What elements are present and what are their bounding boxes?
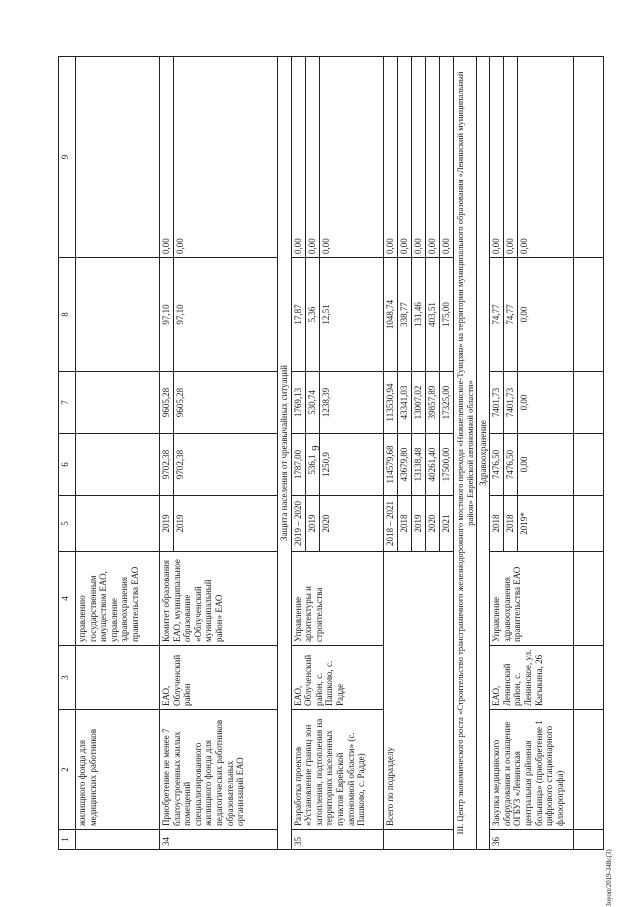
amount-value: 7401,73	[490, 372, 504, 433]
year-value: 2018	[490, 496, 504, 551]
year-value: 2019	[160, 496, 174, 551]
amount-cell	[76, 434, 160, 496]
header-row	[59, 57, 76, 850]
amount-value: 9605,28	[160, 372, 174, 433]
year-value: 2019	[412, 496, 426, 551]
amount-total-cell	[160, 434, 278, 496]
amount-federal-cell	[383, 372, 453, 434]
header-cell: 8	[59, 258, 76, 372]
table-row-35	[291, 57, 383, 850]
amount-cell	[574, 57, 604, 258]
program-table	[58, 56, 604, 850]
amount-other-cell	[291, 57, 383, 258]
year-cell	[76, 496, 160, 552]
amount-value: 1769,13	[292, 372, 306, 433]
table-row	[574, 57, 604, 850]
amount-value: 9605,28	[175, 387, 185, 418]
amount-total-cell	[490, 434, 574, 496]
location-cell: ЕАО, Облученский район	[160, 646, 278, 710]
amount-value: 113530,94	[384, 372, 398, 433]
amount-value: 1048,74	[384, 258, 398, 371]
amount-value: 40261,40	[426, 434, 440, 495]
num-cell	[76, 830, 160, 850]
year-value: 2021	[440, 514, 451, 533]
amount-value: 0,00	[519, 456, 530, 473]
year-value: 2018 – 2021	[384, 496, 398, 551]
section-row	[278, 57, 292, 850]
row-number: 36	[490, 830, 574, 850]
amount-value: 530,74	[306, 372, 320, 433]
header-cell: 6	[59, 434, 76, 496]
document-code-text: Зоуоп/2019-348с(3)	[605, 849, 613, 907]
subtotal-label: Всего по подразделу	[383, 552, 453, 830]
measure-cell: Разработка проектов «Установление границ зон затопления, подтопления на территориях населенных пунктов Еврейской автономной области» (с. Пашково, с. Радде)	[291, 710, 383, 830]
amount-value: 0,00	[412, 57, 426, 257]
amount-value: 175,00	[440, 302, 451, 327]
amount-federal-cell	[291, 372, 383, 434]
header-cell: 2	[59, 710, 76, 830]
location-cell	[574, 646, 604, 710]
amount-value: 114579,68	[384, 434, 398, 495]
year-value: 2019*	[519, 512, 530, 535]
amount-value: 7476,50	[490, 434, 504, 495]
year-cell	[490, 496, 574, 552]
amount-value: 1787,00	[292, 434, 306, 495]
amount-value: 43679,80	[398, 434, 412, 495]
amount-value: 1250,9	[320, 452, 331, 477]
year-cell	[574, 496, 604, 552]
year-value: 2018	[504, 496, 518, 551]
executor-cell: управлению государственным имуществом ЕАО, управление здравоохранения правительства ЕАО	[76, 552, 160, 646]
amount-value: 0,00	[426, 57, 440, 257]
header-cell: 9	[59, 57, 76, 258]
subtotal-row	[383, 57, 453, 850]
document-code	[594, 849, 624, 907]
amount-value: 74,77	[504, 258, 518, 371]
section-title-health: Здравоохранение	[476, 57, 490, 850]
amount-value: 5,36	[306, 258, 320, 371]
amount-value: 74,77	[490, 258, 504, 371]
location-cell: ЕАО, Ленинский район, с. Ленинское, ул. Кагыкина, 26	[490, 646, 574, 710]
amount-value: 13007,02	[412, 372, 426, 433]
amount-value: 13138,48	[412, 434, 426, 495]
year-value: 2019 – 2020	[292, 496, 306, 551]
num-cell	[383, 830, 453, 850]
measure-cell: Закупка медицинского оборудования и оснащение ОГБУЗ «Ленинская центральная районная больница» (приобретение 1 цифрового стационарного флюорографа)	[490, 710, 574, 830]
amount-value: 0,00	[440, 238, 451, 254]
year-cell	[160, 496, 278, 552]
amount-cell	[76, 372, 160, 434]
year-value: 2020	[426, 496, 440, 551]
header-cell: 3	[59, 646, 76, 710]
amount-value: 0,00	[160, 57, 174, 257]
amount-other-cell	[383, 57, 453, 258]
amount-federal-cell	[160, 372, 278, 434]
year-value: 2019	[175, 514, 185, 533]
amount-value: 0,00	[519, 394, 530, 411]
executor-cell: Управление здравоохранения правительства ЕАО	[490, 552, 574, 646]
amount-regional-cell	[383, 258, 453, 372]
amount-value: 12,51	[320, 304, 331, 325]
executor-cell: Управление архитектуры и строительства	[291, 552, 383, 646]
table-row-34	[160, 57, 278, 850]
amount-regional-cell	[291, 258, 383, 372]
amount-other-cell	[490, 57, 574, 258]
amount-value: 0,00	[519, 306, 530, 323]
num-cell	[574, 830, 604, 850]
year-cell	[291, 496, 383, 552]
year-cell	[383, 496, 453, 552]
amount-value: 97,10	[160, 258, 174, 371]
section-row	[476, 57, 490, 850]
amount-total-cell	[383, 434, 453, 496]
amount-value: 43341,03	[398, 372, 412, 433]
amount-value: 17,87	[292, 258, 306, 371]
header-cell: 1	[59, 830, 76, 850]
amount-value: 536,1	[306, 434, 320, 495]
amount-regional-cell	[490, 258, 574, 372]
amount-value: 0,00	[292, 57, 306, 257]
measure-cell	[574, 710, 604, 830]
amount-value: 0,00	[175, 238, 185, 254]
amount-value: 9702,38	[175, 449, 185, 480]
amount-value: 7401,73	[504, 372, 518, 433]
amount-regional-cell	[160, 258, 278, 372]
amount-value: 403,51	[426, 258, 440, 371]
amount-value: 338,77	[398, 258, 412, 371]
amount-value: 17500,00	[440, 447, 451, 482]
year-value: 2018	[398, 496, 412, 551]
amount-value: 0,00	[398, 57, 412, 257]
executor-cell: Комитет образования ЕАО, муниципальное образование «Облученский муниципальный район» ЕАО	[160, 552, 278, 646]
amount-cell	[574, 434, 604, 496]
section-title-iii: III. Центр экономического роста «Строительство трансграничного железнодорожного мостового перехода «Нижнеленинское-Тунцзян» на территории муниципального образования «Ленинский муниципальный район» Еврейской автономной области»	[453, 57, 476, 850]
amount-value: 9702,38	[160, 434, 174, 495]
amount-cell	[574, 372, 604, 434]
amount-cell	[76, 258, 160, 372]
amount-value: 17325,00	[440, 385, 451, 420]
year-value: 2019	[306, 496, 320, 551]
row-number: 35	[291, 830, 383, 850]
year-value: 2020	[320, 514, 331, 533]
amount-other-cell	[160, 57, 278, 258]
amount-value: 0,00	[519, 238, 530, 254]
amount-value: 0,00	[504, 57, 518, 257]
header-cell: 5	[59, 496, 76, 552]
amount-value: 7476,50	[504, 434, 518, 495]
amount-value: 97,10	[175, 304, 185, 325]
amount-total-cell	[291, 434, 383, 496]
amount-cell	[76, 57, 160, 258]
measure-cell: жилищного фонда для медицинских работников	[76, 710, 160, 830]
amount-value: 0,00	[490, 57, 504, 257]
amount-value: 1238,39	[320, 387, 331, 418]
amount-value: 39857,89	[426, 372, 440, 433]
amount-federal-cell	[490, 372, 574, 434]
executor-cell	[574, 552, 604, 646]
location-cell: ЕАО, Облученский район, с. Пашково, с. Радде	[291, 646, 383, 710]
amount-value: 131,46	[412, 258, 426, 371]
amount-cell	[574, 258, 604, 372]
section-row	[453, 57, 476, 850]
rotated-table-sheet	[58, 57, 618, 850]
amount-value: 0,00	[306, 57, 320, 257]
header-cell: 4	[59, 552, 76, 646]
location-cell	[76, 646, 160, 710]
table-row	[76, 57, 160, 850]
section-title-emergency: Защита населения от чрезвычайных ситуаций	[278, 57, 292, 850]
header-cell: 7	[59, 372, 76, 434]
page-number: 9	[310, 445, 322, 451]
table-row-36	[490, 57, 574, 850]
row-number: 34	[160, 830, 278, 850]
amount-value: 0,00	[320, 238, 331, 254]
amount-value: 0,00	[384, 57, 398, 257]
measure-cell: Приобретение не менее 7 благоустроенных жилых помещений специализированного жилищного фонда для педагогических работников образовательных организаций ЕАО	[160, 710, 278, 830]
